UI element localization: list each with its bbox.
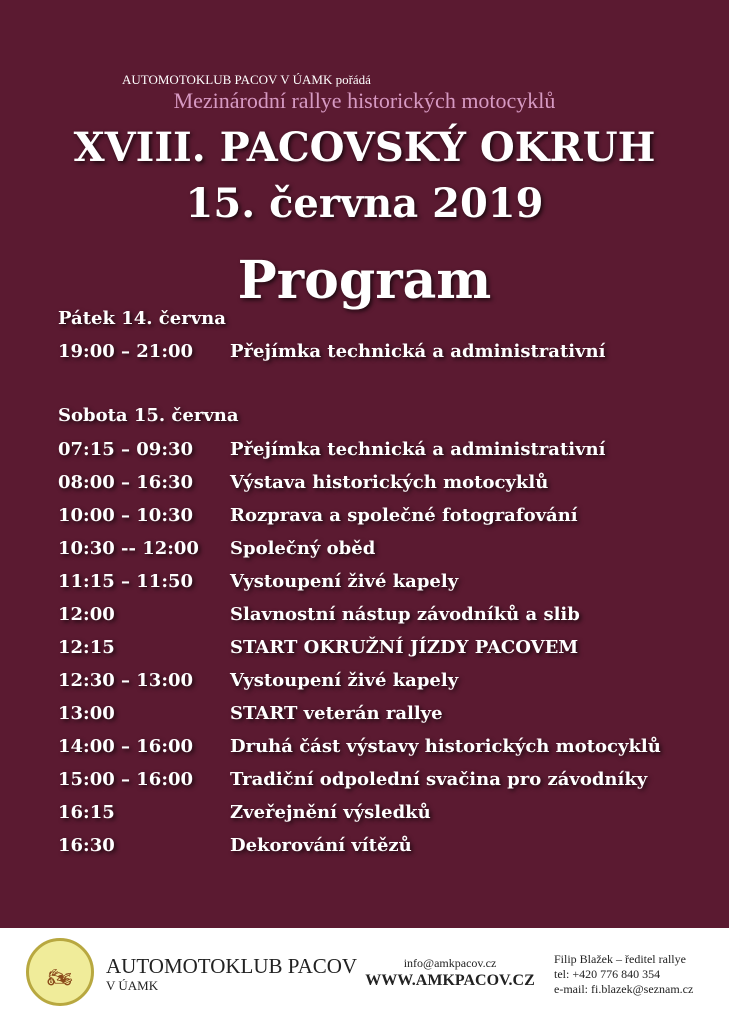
time: 10:00 – 10:30 bbox=[58, 505, 194, 526]
email-link[interactable]: info@amkpacov.cz bbox=[403, 956, 497, 970]
club-name: AUTOMOTOKLUB PACOV bbox=[106, 954, 358, 978]
time: 16:30 bbox=[58, 835, 115, 856]
program-heading: Program bbox=[237, 250, 492, 311]
schedule-row bbox=[58, 802, 431, 823]
schedule-row bbox=[58, 604, 580, 625]
schedule-row bbox=[58, 637, 578, 658]
contact-tel: tel: +420 776 840 354 bbox=[554, 967, 661, 981]
website-link[interactable]: WWW.AMKPACOV.CZ bbox=[365, 972, 535, 989]
motorcycle-icon: 🏍 bbox=[47, 967, 73, 989]
event: Druhá část výstavy historických motocyklů bbox=[230, 736, 661, 757]
event: Dekorování vítězů bbox=[230, 835, 412, 856]
club-sub: V ÚAMK bbox=[106, 978, 159, 993]
day-heading: Sobota 15. června bbox=[58, 405, 239, 426]
schedule-row bbox=[58, 439, 606, 460]
event: Přejímka technická a administrativní bbox=[230, 341, 606, 362]
contact bbox=[554, 952, 693, 997]
event: Tradiční odpolední svačina pro závodníky bbox=[230, 769, 648, 790]
event: Slavnostní nástup závodníků a slib bbox=[230, 604, 580, 625]
time: 12:15 bbox=[58, 637, 115, 658]
club-logo bbox=[26, 938, 94, 1006]
time: 12:30 – 13:00 bbox=[58, 670, 194, 691]
organizer: AUTOMOTOKLUB PACOV V ÚAMK pořádá bbox=[122, 72, 371, 87]
schedule-row bbox=[58, 505, 578, 526]
event: START OKRUŽNÍ JÍZDY PACOVEM bbox=[230, 637, 579, 658]
event: Zveřejnění výsledků bbox=[230, 802, 431, 823]
event-date: 15. června 2019 bbox=[185, 180, 544, 227]
time: 08:00 – 16:30 bbox=[58, 472, 194, 493]
schedule-row bbox=[58, 538, 375, 559]
schedule-row bbox=[58, 670, 458, 691]
schedule-row bbox=[58, 736, 661, 757]
schedule-row bbox=[58, 571, 458, 592]
subtitle: Mezinárodní rallye historických motocyklů bbox=[173, 88, 556, 113]
time: 07:15 – 09:30 bbox=[58, 439, 194, 460]
event: Společný oběd bbox=[230, 538, 376, 559]
time: 13:00 bbox=[58, 703, 115, 724]
schedule-row bbox=[58, 472, 548, 493]
contact-email[interactable]: e-mail: fi.blazek@seznam.cz bbox=[554, 982, 694, 996]
schedule-row bbox=[58, 769, 647, 790]
event: Vystoupení živé kapely bbox=[230, 670, 459, 691]
schedule-row bbox=[58, 341, 606, 362]
time: 12:00 bbox=[58, 604, 115, 625]
footer bbox=[0, 928, 729, 1024]
time: 11:15 – 11:50 bbox=[58, 571, 194, 592]
event: Přejímka technická a administrativní bbox=[230, 439, 606, 460]
time: 10:30 -- 12:00 bbox=[58, 538, 199, 559]
event-title: XVIII. PACOVSKÝ OKRUH bbox=[73, 124, 656, 171]
event: Rozprava a společné fotografování bbox=[230, 505, 578, 526]
event: Výstava historických motocyklů bbox=[230, 472, 549, 493]
time: 19:00 – 21:00 bbox=[58, 341, 194, 362]
day-heading: Pátek 14. června bbox=[58, 308, 226, 329]
time: 16:15 bbox=[58, 802, 115, 823]
schedule-row bbox=[58, 703, 443, 724]
event: START veterán rallye bbox=[230, 703, 443, 724]
time: 14:00 – 16:00 bbox=[58, 736, 194, 757]
contact-name: Filip Blažek – ředitel rallye bbox=[554, 952, 686, 966]
time: 15:00 – 16:00 bbox=[58, 769, 194, 790]
event: Vystoupení živé kapely bbox=[230, 571, 459, 592]
schedule-row bbox=[58, 835, 412, 856]
